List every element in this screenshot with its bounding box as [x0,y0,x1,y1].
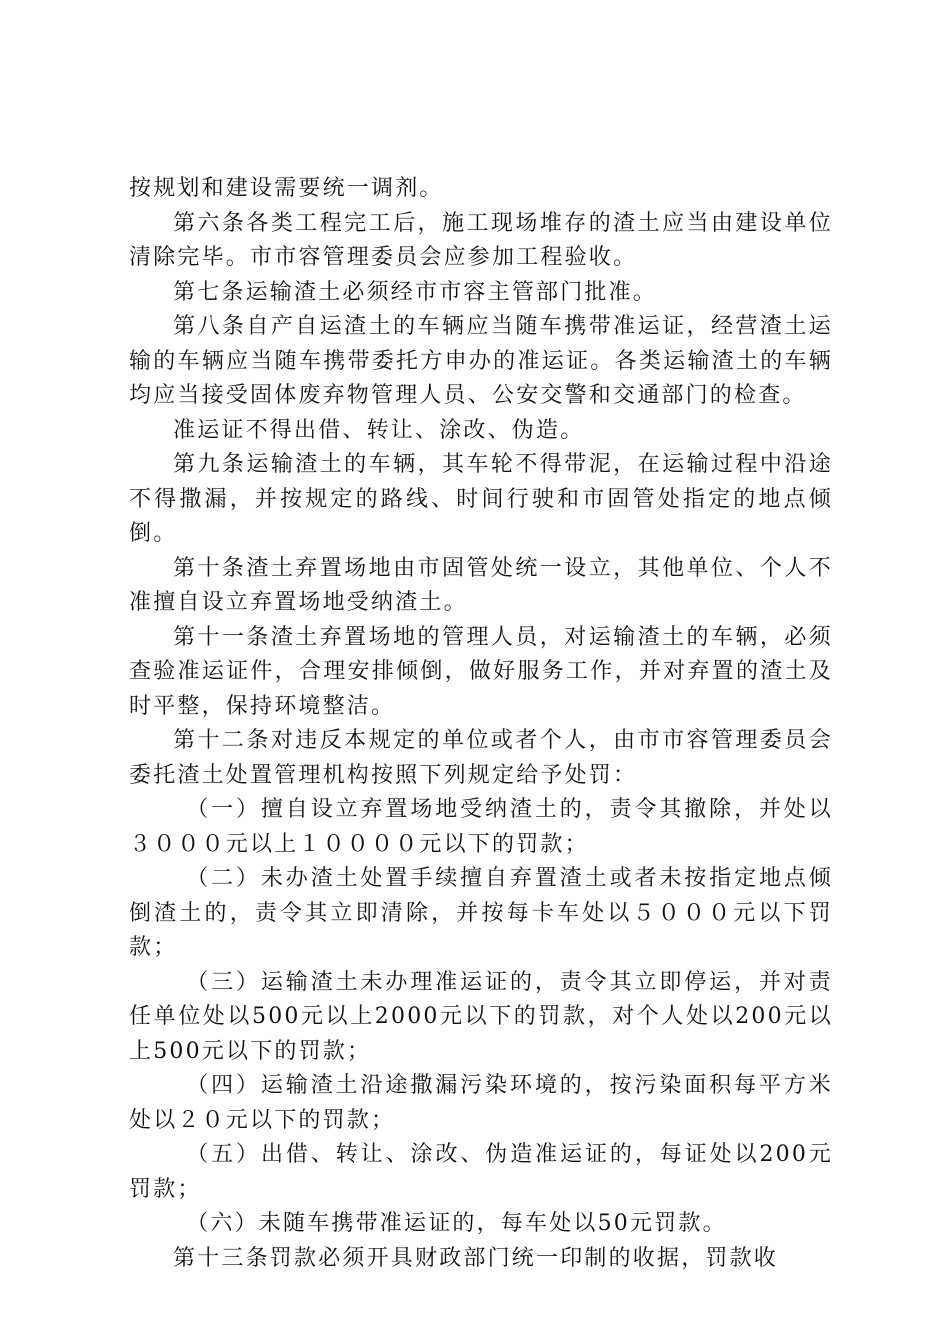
paragraph-article-8: 第八条自产自运渣土的车辆应当随车携带准运证，经营渣土运输的车辆应当随车携带委托方申办的准运证。各类运输渣土的车辆均应当接受固体废弃物管理人员、公安交警和交通部门的检查。 [129,314,833,408]
paragraph-article-6: 第六条各类工程完工后，施工现场堆存的渣土应当由建设单位清除完毕。市市容管理委员会应参加工程验收。 [129,210,833,270]
penalty-item-4: （四）运输渣土沿途撒漏污染环境的，按污染面积每平方米处以２０元以下的罚款； [129,1073,833,1133]
paragraph: 按规划和建设需要统一调剂。 [129,176,444,201]
paragraph-article-10: 第十条渣土弃置场地由市固管处统一设立，其他单位、个人不准擅自设立弃置场地受纳渣土。 [129,555,833,615]
paragraph-article-7: 第七条运输渣土必须经市市容主管部门批准。 [173,279,658,305]
paragraph-article-13: 第十三条罚款必须开具财政部门统一印制的收据，罚款收 [173,1245,779,1271]
penalty-item-5: （五）出借、转让、涂改、伪造准运证的，每证处以200元罚款； [129,1142,833,1202]
paragraph-article-9: 第九条运输渣土的车辆，其车轮不得带泥，在运输过程中沿途不得撒漏，并按规定的路线、时间行驶和市固管处指定的地点倾倒。 [129,452,833,546]
paragraph-article-11: 第十一条渣土弃置场地的管理人员，对运输渣土的车辆，必须查验准运证件，合理安排倾倒，做好服务工作，并对弃置的渣土及时平整，保持环境整洁。 [129,624,833,719]
paragraph: 准运证不得出借、转让、涂改、伪造。 [173,417,585,443]
paragraph-article-12: 第十二条对违反本规定的单位或者个人，由市市容管理委员会委托渣土处置管理机构按照下列规定给予处罚： [129,728,833,788]
penalty-item-2: （二）未办渣土处置手续擅自弃置渣土或者未按指定地点倾倒渣土的，责令其立即清除，并按每卡车处以５０００元以下罚款； [129,866,833,960]
penalty-item-1: （一）擅自设立弃置场地受纳渣土的，责令其撤除，并处以３０００元以上１００００元以下的罚款； [129,797,833,857]
penalty-item-3: （三）运输渣土未办理准运证的，责令其立即停运，并对责任单位处以500元以上2000元以下的罚款，对个人处以200元以上500元以下的罚款； [129,969,833,1064]
document-body [129,172,833,1276]
penalty-item-6: （六）未随车携带准运证的，每车处以50元罚款。 [186,1211,727,1236]
